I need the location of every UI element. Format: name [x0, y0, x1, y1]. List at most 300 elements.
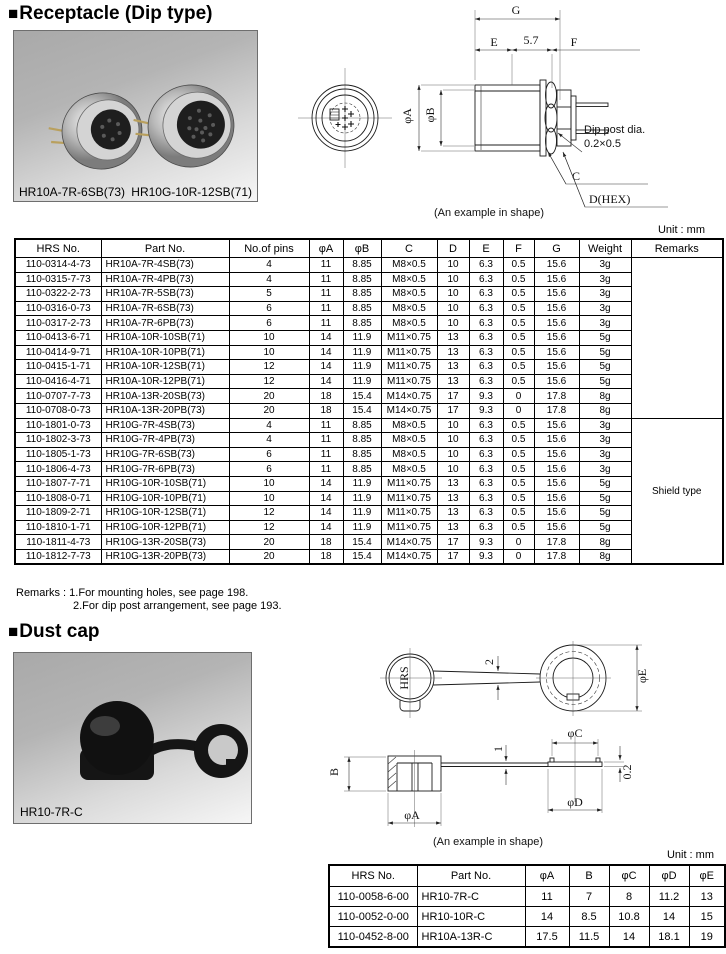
table-cell: M11×0.75	[381, 506, 437, 521]
receptacle-front-view	[298, 68, 392, 168]
table-cell: 15.6	[534, 360, 579, 375]
table-row	[15, 476, 723, 491]
table-cell: 6.3	[469, 330, 503, 345]
table-cell: 0	[503, 403, 534, 418]
table-cell: 14	[309, 476, 343, 491]
table-cell: 15.6	[534, 491, 579, 506]
table-cell: 9.3	[469, 403, 503, 418]
table-cell: 0.5	[503, 316, 534, 331]
table-cell: 8g	[579, 403, 631, 418]
table-cell: 8	[609, 887, 649, 907]
table-cell: 18.1	[649, 927, 689, 948]
table-row	[15, 535, 723, 550]
column-header: E	[469, 239, 503, 258]
table-cell: 6.3	[469, 462, 503, 477]
table-cell: 8.5	[569, 907, 609, 927]
table-cell: 110-0452-8-00	[329, 927, 417, 948]
table-cell: 3g	[579, 462, 631, 477]
table-cell: 6.3	[469, 476, 503, 491]
table-cell: 20	[229, 389, 309, 404]
table-cell: 13	[437, 491, 469, 506]
table-row	[15, 418, 723, 433]
receptacle-photo-labels	[14, 185, 257, 199]
table-cell: 15.6	[534, 287, 579, 302]
note-dip-post-1: Dip post dia.	[584, 124, 646, 136]
table-cell: 10	[229, 330, 309, 345]
table-cell: 3g	[579, 258, 631, 273]
table-row	[15, 447, 723, 462]
table-cell: HR10A-10R-10SB(71)	[101, 330, 229, 345]
receptacle-photo-art	[14, 31, 257, 201]
remarks-note	[16, 587, 282, 613]
table-cell: 14	[309, 491, 343, 506]
table-cell: HR10A-13R-20SB(73)	[101, 389, 229, 404]
dim-label-phi-a: φA	[404, 808, 420, 822]
dim-label-phi-a: φA	[400, 108, 414, 124]
table-cell: 6.3	[469, 374, 503, 389]
table-cell: 5g	[579, 520, 631, 535]
table-cell: 17.8	[534, 549, 579, 564]
table-cell: 18	[309, 389, 343, 404]
table-cell: 8.85	[343, 433, 381, 448]
table-cell: 6.3	[469, 520, 503, 535]
receptacle-photo	[13, 30, 258, 202]
table-row	[15, 389, 723, 404]
table-cell: 0.5	[503, 258, 534, 273]
table-cell: 11	[309, 287, 343, 302]
table-cell: 15.6	[534, 462, 579, 477]
table-cell: M8×0.5	[381, 462, 437, 477]
table-cell: 0.5	[503, 462, 534, 477]
table-cell: 5g	[579, 476, 631, 491]
table-cell: 10	[229, 476, 309, 491]
table-cell: 110-0416-4-71	[15, 374, 101, 389]
table-cell: 15.6	[534, 418, 579, 433]
table-cell: 15.6	[534, 272, 579, 287]
column-header: G	[534, 239, 579, 258]
table-cell: 14	[309, 506, 343, 521]
dim-label-d-hex: D(HEX)	[589, 192, 631, 206]
dim-label-b: B	[327, 767, 341, 777]
table-cell: 0.5	[503, 476, 534, 491]
table-cell: 4	[229, 258, 309, 273]
table-cell: 15.6	[534, 520, 579, 535]
table-cell: 110-1810-1-71	[15, 520, 101, 535]
receptacle-dimensions	[400, 3, 668, 207]
table-cell: 11.2	[649, 887, 689, 907]
table-cell: 15	[689, 907, 725, 927]
table-cell: 6.3	[469, 506, 503, 521]
table-cell: M11×0.75	[381, 345, 437, 360]
table-cell: 0.5	[503, 433, 534, 448]
table-cell: HR10G-7R-4PB(73)	[101, 433, 229, 448]
header-row	[329, 865, 725, 887]
table-cell: 10	[437, 462, 469, 477]
table-cell: 0	[503, 389, 534, 404]
table-cell: 14	[309, 360, 343, 375]
table-cell: 15.6	[534, 447, 579, 462]
table-cell: 14	[609, 927, 649, 948]
table-row	[15, 491, 723, 506]
table-cell: 5g	[579, 345, 631, 360]
table-cell: HR10G-10R-12PB(71)	[101, 520, 229, 535]
table-row	[15, 506, 723, 521]
table-cell: 0.5	[503, 272, 534, 287]
table-cell: HR10A-10R-10PB(71)	[101, 345, 229, 360]
table-cell: 17	[437, 389, 469, 404]
table-cell: 10.8	[609, 907, 649, 927]
table-cell: 4	[229, 433, 309, 448]
table-cell: 11.9	[343, 360, 381, 375]
table-cell: 8.85	[343, 447, 381, 462]
cap-hrs-marking: HRS	[397, 666, 411, 690]
table-cell: 17	[437, 535, 469, 550]
connector-photo-left	[44, 87, 148, 178]
table-cell: 11	[309, 272, 343, 287]
remarks-line-2: 2.For dip post arrangement, see page 193.	[73, 600, 282, 612]
column-header: Weight	[579, 239, 631, 258]
table-cell: 6.3	[469, 272, 503, 287]
column-header: φB	[343, 239, 381, 258]
table-row	[15, 316, 723, 331]
column-header: C	[381, 239, 437, 258]
receptacle-spec-table	[14, 238, 724, 565]
table-cell: 13	[689, 887, 725, 907]
table-cell: 20	[229, 535, 309, 550]
table-cell: 10	[437, 287, 469, 302]
table-cell: 15.4	[343, 403, 381, 418]
unit-label-dustcap: Unit : mm	[666, 849, 714, 861]
table-cell: 5g	[579, 506, 631, 521]
table-cell: 6.3	[469, 491, 503, 506]
photo-part-label-left: HR10A-7R-6SB(73)	[19, 185, 126, 199]
table-cell: HR10G-7R-4SB(73)	[101, 418, 229, 433]
table-cell: 11	[309, 258, 343, 273]
table-cell: 6.3	[469, 418, 503, 433]
dim-label-02: 0.2	[620, 764, 634, 780]
table-row	[15, 374, 723, 389]
table-row	[15, 345, 723, 360]
connector-photo-right	[130, 79, 239, 174]
column-header: Remarks	[631, 239, 723, 258]
table-cell: M14×0.75	[381, 403, 437, 418]
column-header: D	[437, 239, 469, 258]
dustcap-drawing-caption: (An example in shape)	[432, 836, 544, 848]
table-cell: 3g	[579, 272, 631, 287]
table-cell: 17.8	[534, 389, 579, 404]
table-cell: M8×0.5	[381, 447, 437, 462]
table-cell: 5g	[579, 491, 631, 506]
table-row	[329, 907, 725, 927]
table-cell: 12	[229, 360, 309, 375]
table-cell: 11.9	[343, 345, 381, 360]
table-cell: 11	[525, 887, 569, 907]
table-cell: 11.9	[343, 374, 381, 389]
table-cell: 6.3	[469, 345, 503, 360]
dim-label-phi-b: φB	[423, 107, 437, 123]
table-cell: M8×0.5	[381, 316, 437, 331]
table-cell: M11×0.75	[381, 491, 437, 506]
section-bullet: ■	[8, 622, 19, 641]
table-cell: 110-0707-7-73	[15, 389, 101, 404]
table-cell: 15.6	[534, 258, 579, 273]
column-header: F	[503, 239, 534, 258]
table-cell: M8×0.5	[381, 272, 437, 287]
table-cell: 8.85	[343, 287, 381, 302]
table-cell: M11×0.75	[381, 374, 437, 389]
table-cell: 6.3	[469, 360, 503, 375]
table-cell: 20	[229, 403, 309, 418]
table-cell: 8g	[579, 549, 631, 564]
table-cell: 0.5	[503, 287, 534, 302]
dim-label-e: E	[490, 35, 498, 49]
table-cell: 12	[229, 506, 309, 521]
table-cell: 6.3	[469, 433, 503, 448]
section-title-text: Dust cap	[19, 621, 100, 642]
table-cell: 12	[229, 520, 309, 535]
table-cell: 3g	[579, 433, 631, 448]
section-title-text: Receptacle (Dip type)	[19, 3, 213, 24]
receptacle-drawing	[285, 0, 726, 224]
table-row	[15, 272, 723, 287]
table-cell: M14×0.75	[381, 389, 437, 404]
table-cell: 11	[309, 418, 343, 433]
section-bullet: ■	[8, 4, 19, 23]
table-cell: 17.5	[525, 927, 569, 948]
table-row	[15, 301, 723, 316]
table-cell: 15.6	[534, 374, 579, 389]
remarks-cell: Shield type	[631, 418, 723, 564]
table-row	[15, 462, 723, 477]
table-cell: 0	[503, 535, 534, 550]
table-cell: M11×0.75	[381, 520, 437, 535]
table-cell: 110-0414-9-71	[15, 345, 101, 360]
table-cell: 14	[309, 520, 343, 535]
table-cell: 11	[309, 316, 343, 331]
table-cell: M8×0.5	[381, 418, 437, 433]
table-cell: 3g	[579, 418, 631, 433]
table-cell: 10	[437, 418, 469, 433]
table-cell: 13	[437, 330, 469, 345]
table-cell: 110-0315-7-73	[15, 272, 101, 287]
dustcap-photo-art	[14, 653, 251, 823]
table-cell: HR10G-7R-6SB(73)	[101, 447, 229, 462]
column-header: φC	[609, 865, 649, 887]
table-cell: 10	[229, 345, 309, 360]
table-cell: 15.6	[534, 476, 579, 491]
table-cell: 8g	[579, 389, 631, 404]
table-cell: M14×0.75	[381, 549, 437, 564]
table-cell: HR10A-7R-5SB(73)	[101, 287, 229, 302]
table-cell: 3g	[579, 301, 631, 316]
table-cell: 18	[309, 549, 343, 564]
dustcap-top-view	[380, 641, 649, 718]
table-row	[15, 360, 723, 375]
table-row	[15, 287, 723, 302]
table-cell: 11	[309, 433, 343, 448]
table-cell: M8×0.5	[381, 433, 437, 448]
table-cell: 10	[437, 433, 469, 448]
table-cell: 110-1809-2-71	[15, 506, 101, 521]
table-cell: 13	[437, 506, 469, 521]
table-cell: 3g	[579, 447, 631, 462]
dustcap-photo	[13, 652, 252, 824]
table-cell: 10	[437, 301, 469, 316]
table-row	[15, 403, 723, 418]
unit-label-receptacle: Unit : mm	[657, 224, 705, 236]
table-cell: 15.4	[343, 389, 381, 404]
table-cell: 17.8	[534, 403, 579, 418]
table-cell: 5g	[579, 330, 631, 345]
table-cell: 15.6	[534, 345, 579, 360]
table-cell: 14	[309, 374, 343, 389]
dustcap-photo-shape	[80, 701, 248, 780]
dim-label-1: 1	[491, 746, 505, 752]
table-cell: 0.5	[503, 330, 534, 345]
table-cell: 7	[569, 887, 609, 907]
table-cell: HR10G-13R-20SB(73)	[101, 535, 229, 550]
table-cell: 0.5	[503, 418, 534, 433]
table-cell: HR10G-10R-12SB(71)	[101, 506, 229, 521]
table-cell: HR10G-13R-20PB(73)	[101, 549, 229, 564]
table-cell: 6	[229, 462, 309, 477]
dim-label-phi-e: φE	[635, 668, 649, 684]
table-cell: 0	[503, 549, 534, 564]
table-cell: 0.5	[503, 374, 534, 389]
table-cell: 110-1812-7-73	[15, 549, 101, 564]
receptacle-drawing-caption: (An example in shape)	[433, 207, 545, 219]
table-cell: 0.5	[503, 360, 534, 375]
table-cell: 6.3	[469, 258, 503, 273]
table-cell: 3g	[579, 316, 631, 331]
table-cell: 6.3	[469, 301, 503, 316]
dustcap-drawing	[300, 628, 726, 852]
table-cell: 6.3	[469, 316, 503, 331]
table-cell: 12	[229, 374, 309, 389]
table-cell: 19	[689, 927, 725, 948]
table-cell: 110-0413-6-71	[15, 330, 101, 345]
table-cell: 10	[229, 491, 309, 506]
table-cell: 18	[309, 535, 343, 550]
dustcap-spec-table	[328, 864, 726, 948]
table-cell: 8.85	[343, 418, 381, 433]
table-cell: 13	[437, 476, 469, 491]
table-cell: 15.6	[534, 433, 579, 448]
column-header: φD	[649, 865, 689, 887]
table-cell: 5	[229, 287, 309, 302]
table-cell: 17	[437, 403, 469, 418]
dim-label-phi-d: φD	[567, 795, 583, 809]
table-cell: 0.5	[503, 301, 534, 316]
table-cell: HR10-7R-C	[417, 887, 525, 907]
table-cell: 8.85	[343, 258, 381, 273]
table-cell: 8.85	[343, 316, 381, 331]
column-header: HRS No.	[15, 239, 101, 258]
photo-part-label-right: HR10G-10R-12SB(71)	[131, 185, 252, 199]
table-cell: 17	[437, 549, 469, 564]
remarks-line-1: Remarks : 1.For mounting holes, see page 198.	[16, 587, 249, 599]
table-cell: 110-1806-4-73	[15, 462, 101, 477]
table-cell: HR10A-13R-C	[417, 927, 525, 948]
table-cell: 13	[437, 360, 469, 375]
table-cell: 13	[437, 520, 469, 535]
table-cell: 15.6	[534, 330, 579, 345]
table-cell: 6	[229, 316, 309, 331]
table-cell: 10	[437, 272, 469, 287]
table-cell: 4	[229, 418, 309, 433]
table-cell: HR10A-7R-4PB(73)	[101, 272, 229, 287]
table-cell: HR10A-7R-6SB(73)	[101, 301, 229, 316]
table-cell: 6.3	[469, 287, 503, 302]
table-cell: 14	[309, 330, 343, 345]
table-cell: 11	[309, 462, 343, 477]
table-cell: 10	[437, 447, 469, 462]
table-row	[15, 520, 723, 535]
table-cell: 8.85	[343, 272, 381, 287]
table-cell: M11×0.75	[381, 330, 437, 345]
table-cell: 6	[229, 301, 309, 316]
table-cell: 5g	[579, 374, 631, 389]
table-row	[329, 927, 725, 948]
table-cell: 110-0317-2-73	[15, 316, 101, 331]
column-header: B	[569, 865, 609, 887]
table-cell: 11.9	[343, 491, 381, 506]
table-cell: 15.4	[343, 535, 381, 550]
table-cell: 13	[437, 374, 469, 389]
table-cell: HR10A-10R-12SB(71)	[101, 360, 229, 375]
table-cell: 3g	[579, 287, 631, 302]
table-cell: M14×0.75	[381, 535, 437, 550]
remarks-cell	[631, 258, 723, 419]
table-cell: 8.85	[343, 462, 381, 477]
table-cell: 17.8	[534, 535, 579, 550]
column-header: HRS No.	[329, 865, 417, 887]
dim-label-g: G	[511, 3, 521, 17]
table-cell: HR10A-13R-20PB(73)	[101, 403, 229, 418]
table-cell: 4	[229, 272, 309, 287]
table-cell: 14	[309, 345, 343, 360]
table-cell: 110-0052-0-00	[329, 907, 417, 927]
table-cell: 15.6	[534, 506, 579, 521]
table-cell: 110-0058-6-00	[329, 887, 417, 907]
table-cell: 110-1808-0-71	[15, 491, 101, 506]
table-cell: 9.3	[469, 389, 503, 404]
table-cell: 11.9	[343, 520, 381, 535]
table-cell: 11.5	[569, 927, 609, 948]
table-cell: 14	[649, 907, 689, 927]
table-cell: 11.9	[343, 506, 381, 521]
table-cell: HR10G-10R-10SB(71)	[101, 476, 229, 491]
table-cell: 110-0314-4-73	[15, 258, 101, 273]
table-cell: 18	[309, 403, 343, 418]
table-cell: 0.5	[503, 447, 534, 462]
dim-label-57: 5.7	[523, 33, 539, 47]
table-cell: M8×0.5	[381, 301, 437, 316]
table-cell: HR10-10R-C	[417, 907, 525, 927]
table-cell: HR10G-7R-6PB(73)	[101, 462, 229, 477]
table-cell: 110-1807-7-71	[15, 476, 101, 491]
table-cell: HR10G-10R-10PB(71)	[101, 491, 229, 506]
table-row	[15, 433, 723, 448]
table-cell: 8g	[579, 535, 631, 550]
dustcap-photo-label: HR10-7R-C	[20, 805, 83, 819]
dim-label-phi-c: φC	[567, 726, 583, 740]
table-cell: 110-1811-4-73	[15, 535, 101, 550]
table-row	[15, 549, 723, 564]
table-cell: M8×0.5	[381, 258, 437, 273]
table-cell: 11.9	[343, 330, 381, 345]
table-cell: 14	[525, 907, 569, 927]
